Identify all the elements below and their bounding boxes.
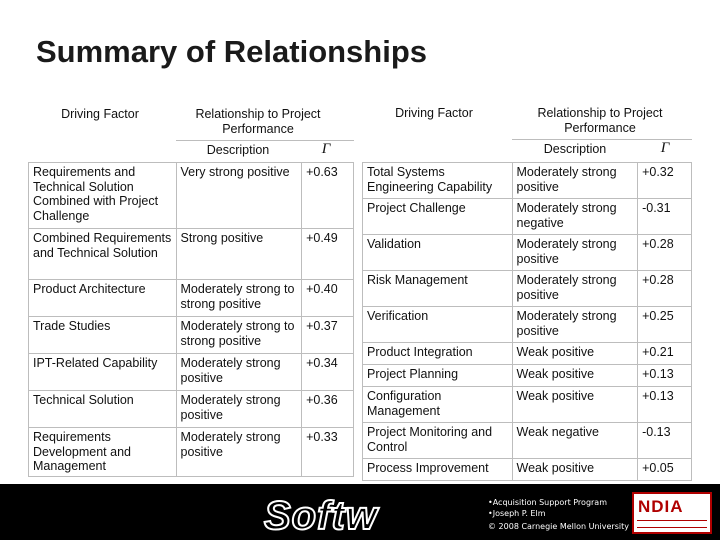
table-row bbox=[363, 387, 692, 423]
factor-cell: Product Integration bbox=[363, 343, 513, 365]
table-row bbox=[29, 354, 354, 391]
factor-cell: Combined Requirements and Technical Solution bbox=[29, 229, 177, 280]
right-header-gamma: Γ bbox=[660, 140, 670, 156]
gamma-cell: +0.13 bbox=[638, 365, 692, 387]
description-cell: Moderately strong to strong positive bbox=[176, 317, 302, 354]
right-relationship-table bbox=[362, 162, 692, 481]
gamma-cell: +0.37 bbox=[302, 317, 354, 354]
left-header-relationship: Relationship to Project Performance bbox=[195, 107, 321, 136]
table-row bbox=[363, 199, 692, 235]
factor-cell: Project Planning bbox=[363, 365, 513, 387]
gamma-cell: +0.32 bbox=[638, 163, 692, 199]
gamma-cell: +0.28 bbox=[638, 271, 692, 307]
description-cell: Moderately strong positive bbox=[512, 271, 638, 307]
ndia-logo-band bbox=[637, 520, 707, 528]
table-row bbox=[29, 391, 354, 428]
description-cell: Very strong positive bbox=[176, 163, 302, 229]
table-row bbox=[363, 343, 692, 365]
left-header-driving-factor: Driving Factor bbox=[61, 107, 139, 121]
factor-cell: Requirements Development and Management bbox=[29, 428, 177, 477]
factor-cell: Trade Studies bbox=[29, 317, 177, 354]
left-relationship-table bbox=[28, 162, 354, 477]
factor-cell: Product Architecture bbox=[29, 280, 177, 317]
description-cell: Weak positive bbox=[512, 387, 638, 423]
right-header-description: Description bbox=[543, 142, 607, 156]
gamma-cell: +0.21 bbox=[638, 343, 692, 365]
footer-author: •Joseph P. Elm bbox=[488, 509, 546, 518]
footer-program: •Acquisition Support Program bbox=[488, 498, 607, 507]
description-cell: Weak positive bbox=[512, 365, 638, 387]
gamma-cell: +0.13 bbox=[638, 387, 692, 423]
gamma-cell: +0.28 bbox=[638, 235, 692, 271]
gamma-cell: +0.63 bbox=[302, 163, 354, 229]
gamma-cell: +0.49 bbox=[302, 229, 354, 280]
gamma-cell: +0.40 bbox=[302, 280, 354, 317]
ndia-logo bbox=[632, 492, 712, 534]
table-row bbox=[363, 459, 692, 481]
gamma-cell: -0.13 bbox=[638, 423, 692, 459]
factor-cell: Validation bbox=[363, 235, 513, 271]
ndia-logo-text: NDIA bbox=[638, 497, 684, 516]
gamma-cell: +0.25 bbox=[638, 307, 692, 343]
factor-cell: Technical Solution bbox=[29, 391, 177, 428]
description-cell: Moderately strong positive bbox=[176, 391, 302, 428]
left-header-gamma: Γ bbox=[321, 141, 331, 157]
left-header-description: Description bbox=[206, 143, 270, 157]
description-cell: Moderately strong positive bbox=[512, 307, 638, 343]
footer-copyright: © 2008 Carnegie Mellon University bbox=[488, 522, 629, 531]
factor-cell: Configuration Management bbox=[363, 387, 513, 423]
table-row bbox=[363, 163, 692, 199]
table-row bbox=[363, 307, 692, 343]
table-row bbox=[363, 271, 692, 307]
factor-cell: Project Challenge bbox=[363, 199, 513, 235]
description-cell: Moderately strong negative bbox=[512, 199, 638, 235]
description-cell: Moderately strong to strong positive bbox=[176, 280, 302, 317]
factor-cell: Process Improvement bbox=[363, 459, 513, 481]
factor-cell: Risk Management bbox=[363, 271, 513, 307]
gamma-cell: -0.31 bbox=[638, 199, 692, 235]
table-row bbox=[29, 428, 354, 477]
description-cell: Moderately strong positive bbox=[512, 163, 638, 199]
description-cell: Weak negative bbox=[512, 423, 638, 459]
description-cell: Moderately strong positive bbox=[512, 235, 638, 271]
table-row bbox=[29, 163, 354, 229]
description-cell: Strong positive bbox=[176, 229, 302, 280]
gamma-cell: +0.33 bbox=[302, 428, 354, 477]
table-row bbox=[29, 317, 354, 354]
right-header-driving-factor: Driving Factor bbox=[395, 106, 473, 120]
page-title: Summary of Relationships bbox=[36, 34, 428, 69]
description-cell: Moderately strong positive bbox=[176, 354, 302, 391]
gamma-cell: +0.36 bbox=[302, 391, 354, 428]
factor-cell: Total Systems Engineering Capability bbox=[363, 163, 513, 199]
factor-cell: Requirements and Technical Solution Combined with Project Challenge bbox=[29, 163, 177, 229]
gamma-cell: +0.05 bbox=[638, 459, 692, 481]
description-cell: Moderately strong positive bbox=[176, 428, 302, 477]
table-row bbox=[363, 423, 692, 459]
description-cell: Weak positive bbox=[512, 343, 638, 365]
table-row bbox=[29, 280, 354, 317]
software-logo: Softw bbox=[264, 494, 378, 538]
table-row bbox=[363, 365, 692, 387]
description-cell: Weak positive bbox=[512, 459, 638, 481]
factor-cell: Project Monitoring and Control bbox=[363, 423, 513, 459]
table-row bbox=[29, 229, 354, 280]
gamma-cell: +0.34 bbox=[302, 354, 354, 391]
table-row bbox=[363, 235, 692, 271]
factor-cell: IPT-Related Capability bbox=[29, 354, 177, 391]
right-header-relationship: Relationship to Project Performance bbox=[537, 106, 663, 135]
factor-cell: Verification bbox=[363, 307, 513, 343]
